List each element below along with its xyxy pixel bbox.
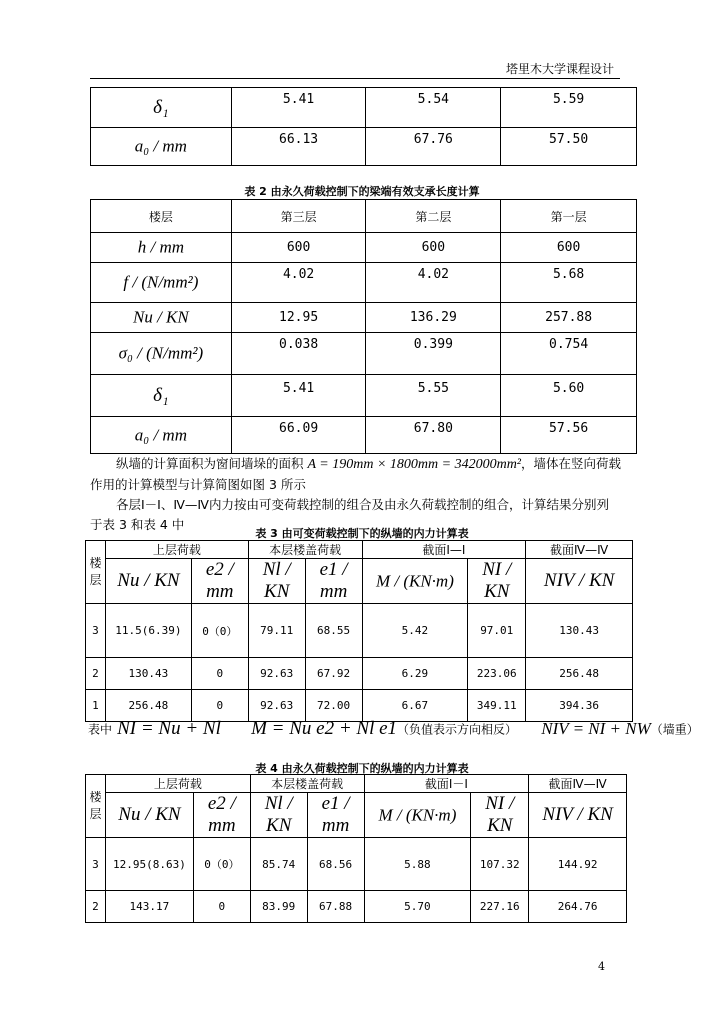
symbol-h: h / mm xyxy=(137,237,185,257)
table-cell: 92.63 xyxy=(248,658,305,690)
sym-niv: NIV / KN xyxy=(542,804,613,825)
table-cell: 1 xyxy=(86,690,106,722)
subheader-cell xyxy=(191,559,248,604)
page-number: 4 xyxy=(598,960,605,973)
table-cell: 57.50 xyxy=(501,128,637,166)
table-cell: 2 xyxy=(86,891,106,923)
table-cell: 68.56 xyxy=(307,838,364,891)
table-cell: 5.54 xyxy=(366,88,501,128)
row-symbol xyxy=(91,233,232,263)
sym-nl: Nl / KN xyxy=(264,793,293,836)
table-cell: 57.56 xyxy=(501,417,637,454)
table-row xyxy=(91,233,637,263)
para-text: 纵墙的计算面积为窗间墙垛的面积 xyxy=(116,456,304,471)
table-cell: 144.92 xyxy=(529,838,627,891)
sym-nl: Nl / KN xyxy=(262,559,291,602)
table4 xyxy=(85,774,627,923)
table-top xyxy=(90,87,637,166)
table-cell: 5.59 xyxy=(501,88,637,128)
sym-e1: e1 / mm xyxy=(321,793,350,836)
table-cell: 92.63 xyxy=(248,690,305,722)
table-cell: 5.68 xyxy=(501,263,637,303)
table4-caption: 表 4 由永久荷载控制下的纵墙的内力计算表 xyxy=(255,762,469,775)
table-cell: 67.88 xyxy=(307,891,364,923)
symbol-delta1: δ₁ xyxy=(153,96,169,118)
table-cell: 600 xyxy=(501,233,637,263)
table-cell: 5.70 xyxy=(364,891,471,923)
header-upper-load: 上层荷载 xyxy=(105,541,248,559)
table-cell: 68.55 xyxy=(305,604,362,658)
table-cell: 227.16 xyxy=(471,891,529,923)
table-cell: 130.43 xyxy=(105,658,191,690)
table3-caption: 表 3 由可变荷载控制下的纵墙的内力计算表 xyxy=(255,527,469,540)
table-cell: 3 xyxy=(86,604,106,658)
sym-e1: e1 / mm xyxy=(319,559,348,602)
sym-nu: Nu / KN xyxy=(117,570,180,591)
table-cell: 5.41 xyxy=(231,88,366,128)
symbol-a0: a₀ / mm xyxy=(134,425,187,445)
subheader-cell xyxy=(105,559,191,604)
table-row xyxy=(86,838,627,891)
note-text: （负值表示方向相反） xyxy=(397,722,518,737)
table-cell: 5.88 xyxy=(364,838,471,891)
subheader-cell xyxy=(305,559,362,604)
sym-niv: NIV / KN xyxy=(543,570,615,591)
sym-e2: e2 / mm xyxy=(205,559,234,602)
table-cell: 0.754 xyxy=(501,333,637,375)
page-header xyxy=(90,58,620,79)
table-cell: 12.95(8.63) xyxy=(105,838,193,891)
note-formula-niv: NIV = NI + NW xyxy=(541,719,651,738)
table-header-row xyxy=(86,541,633,559)
subheader-cell xyxy=(526,559,633,604)
header-floor-load: 本层楼盖荷载 xyxy=(248,541,362,559)
header-title: 塔里木大学课程设计 xyxy=(505,62,614,76)
table-cell: 0（0） xyxy=(191,604,248,658)
header-cell: 楼层 xyxy=(91,200,232,233)
table-cell: 12.95 xyxy=(231,303,366,333)
table-cell: 136.29 xyxy=(366,303,501,333)
table-cell: 143.17 xyxy=(105,891,193,923)
subheader-cell xyxy=(193,793,250,838)
subheader-cell xyxy=(105,793,193,838)
header-floor xyxy=(86,541,106,604)
sym-m: M / (KN·m) xyxy=(375,571,454,591)
subheader-cell xyxy=(364,793,471,838)
sym-nu: Nu / KN xyxy=(118,804,181,825)
table-cell: 97.01 xyxy=(468,604,526,658)
table-cell: 6.67 xyxy=(362,690,468,722)
header-floor xyxy=(86,775,106,838)
table-cell: 66.09 xyxy=(231,417,366,454)
subheader-cell xyxy=(250,793,307,838)
para-text: ，墙体在竖向荷载 xyxy=(521,456,622,471)
header-section-1: 截面Ⅰ－Ⅰ xyxy=(364,775,529,793)
table-row xyxy=(91,263,637,303)
header-upper-load: 上层荷载 xyxy=(105,775,250,793)
table-header-row xyxy=(91,200,637,233)
row-symbol xyxy=(91,303,232,333)
row-symbol xyxy=(91,417,232,454)
table-cell: 5.55 xyxy=(366,375,501,417)
header-section-4: 截面Ⅳ—Ⅳ xyxy=(526,541,633,559)
table-cell: 83.99 xyxy=(250,891,307,923)
table-row xyxy=(91,88,637,128)
para-line: 于表 3 和表 4 中 xyxy=(90,517,185,532)
table2 xyxy=(90,199,637,454)
table-cell: 67.80 xyxy=(366,417,501,454)
subheader-cell xyxy=(468,559,526,604)
note-prefix: 表中 xyxy=(88,722,113,737)
table-cell: 72.00 xyxy=(305,690,362,722)
header-section-4: 截面Ⅳ—Ⅳ xyxy=(529,775,627,793)
table-cell: 67.76 xyxy=(366,128,501,166)
table-subheader-row xyxy=(86,793,627,838)
table-cell: 600 xyxy=(231,233,366,263)
note-text: （墙重） xyxy=(650,722,699,737)
row-symbol xyxy=(91,263,232,303)
table-cell: 394.36 xyxy=(526,690,633,722)
table-cell: 4.02 xyxy=(231,263,366,303)
table-cell: 257.88 xyxy=(501,303,637,333)
subheader-cell xyxy=(529,793,627,838)
table-cell: 5.60 xyxy=(501,375,637,417)
table-cell: 223.06 xyxy=(468,658,526,690)
row-symbol xyxy=(91,128,232,166)
sym-m: M / (KN·m) xyxy=(378,805,457,825)
sym-ni: NI / KN xyxy=(485,793,515,836)
area-formula: A = 190mm × 1800mm = 342000mm² xyxy=(307,457,521,472)
note-formula-m: M = Nu e2 + Nl e1 xyxy=(251,718,398,739)
table-row xyxy=(86,658,633,690)
table-cell: 349.11 xyxy=(468,690,526,722)
table-cell: 0.038 xyxy=(231,333,366,375)
table-header-row xyxy=(86,775,627,793)
header-section-1: 截面Ⅰ—Ⅰ xyxy=(362,541,526,559)
table-cell: 3 xyxy=(86,838,106,891)
table-cell: 264.76 xyxy=(529,891,627,923)
table3 xyxy=(85,540,633,722)
subheader-cell xyxy=(362,559,468,604)
table2-caption: 表 2 由永久荷载控制下的梁端有效支承长度计算 xyxy=(244,185,480,198)
table-cell: 4.02 xyxy=(366,263,501,303)
header-cell: 第三层 xyxy=(231,200,366,233)
subheader-cell xyxy=(307,793,364,838)
table-cell: 0 xyxy=(191,658,248,690)
symbol-f: f / (N/mm²) xyxy=(123,272,199,292)
symbol-nu: Nu / KN xyxy=(133,307,189,327)
subheader-cell xyxy=(248,559,305,604)
table-cell: 66.13 xyxy=(231,128,366,166)
table-row xyxy=(91,417,637,454)
table-cell: 11.5(6.39) xyxy=(105,604,191,658)
table-cell: 67.92 xyxy=(305,658,362,690)
table-cell: 107.32 xyxy=(471,838,529,891)
sym-e2: e2 / mm xyxy=(207,793,236,836)
table-cell: 85.74 xyxy=(250,838,307,891)
table3-note xyxy=(88,718,699,740)
symbol-a0: a₀ / mm xyxy=(134,136,187,156)
body-paragraph xyxy=(90,454,640,535)
table-cell: 2 xyxy=(86,658,106,690)
table-cell: 0.399 xyxy=(366,333,501,375)
para-line: 作用的计算模型与计算简图如图 3 所示 xyxy=(90,477,306,492)
table-row xyxy=(86,891,627,923)
symbol-sigma0: σ₀ / (N/mm²) xyxy=(118,343,204,363)
table-row xyxy=(86,604,633,658)
table-cell: 5.42 xyxy=(362,604,468,658)
table-row xyxy=(86,690,633,722)
table-cell: 256.48 xyxy=(526,658,633,690)
table-row xyxy=(91,128,637,166)
row-symbol xyxy=(91,333,232,375)
row-symbol xyxy=(91,88,232,128)
header-floor-text: 楼层 xyxy=(89,790,102,821)
table-cell: 0 xyxy=(191,690,248,722)
table-row xyxy=(91,333,637,375)
table-cell: 5.41 xyxy=(231,375,366,417)
para-line xyxy=(90,454,640,475)
para-line: 各层Ⅰ－Ⅰ、Ⅳ—Ⅳ内力按由可变荷载控制的组合及由永久荷载控制的组合，计算结果分别列 xyxy=(116,497,609,512)
header-floor-load: 本层楼盖荷载 xyxy=(250,775,364,793)
table-cell: 6.29 xyxy=(362,658,468,690)
table-cell: 256.48 xyxy=(105,690,191,722)
header-cell: 第二层 xyxy=(366,200,501,233)
table-row xyxy=(91,375,637,417)
table-cell: 79.11 xyxy=(248,604,305,658)
table-row xyxy=(91,303,637,333)
subheader-cell xyxy=(471,793,529,838)
table-cell: 0 xyxy=(193,891,250,923)
table-cell: 600 xyxy=(366,233,501,263)
row-symbol xyxy=(91,375,232,417)
sym-ni: NI / KN xyxy=(482,559,512,602)
header-floor-text: 楼层 xyxy=(89,556,102,587)
symbol-delta1: δ₁ xyxy=(153,384,169,406)
header-cell: 第一层 xyxy=(501,200,637,233)
table-cell: 0（0） xyxy=(193,838,250,891)
table-subheader-row xyxy=(86,559,633,604)
table-cell: 130.43 xyxy=(526,604,633,658)
note-formula-ni: NI = Nu + Nl xyxy=(117,718,221,739)
